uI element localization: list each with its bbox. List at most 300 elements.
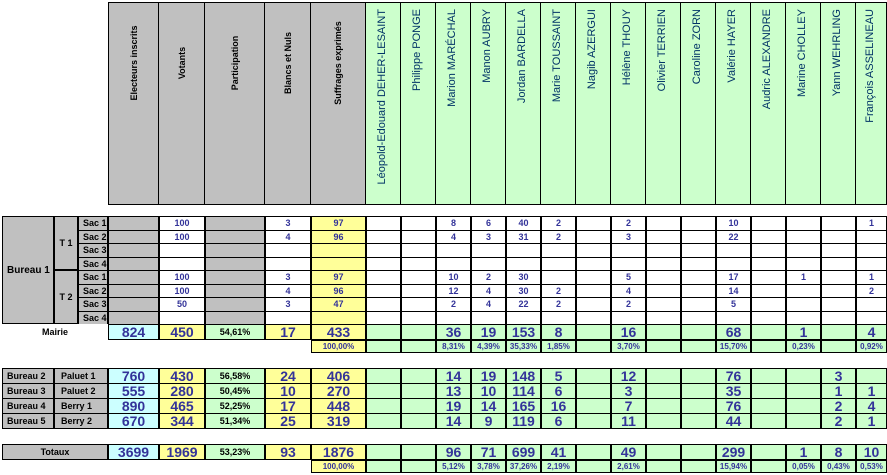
totaux-vote[interactable]: 41 — [541, 444, 576, 460]
vote-cell[interactable] — [786, 230, 821, 245]
total-exprimes[interactable]: 433 — [311, 324, 366, 340]
sac-label[interactable]: Sac 1 — [78, 216, 108, 231]
vote-cell[interactable] — [821, 257, 856, 272]
vote-total[interactable]: 19 — [471, 324, 506, 340]
vote-cell[interactable]: 6 — [541, 383, 576, 399]
vote-cell[interactable] — [681, 257, 716, 272]
vote-cell[interactable] — [436, 257, 471, 272]
vote-cell[interactable]: 2 — [611, 216, 646, 231]
vote-cell[interactable]: 22 — [506, 297, 541, 312]
vote-cell[interactable] — [646, 368, 681, 384]
vote-total[interactable] — [646, 324, 681, 340]
vote-cell[interactable] — [821, 243, 856, 258]
vote-cell[interactable] — [366, 297, 401, 312]
totaux-vote-pct[interactable] — [751, 460, 786, 473]
vote-cell[interactable] — [681, 270, 716, 285]
totaux-vote-pct[interactable]: 0,53% — [856, 460, 887, 473]
vote-pct[interactable] — [401, 340, 436, 353]
vote-cell[interactable] — [366, 398, 401, 414]
stat-participation[interactable] — [205, 230, 265, 245]
stat-exprimes[interactable]: 406 — [311, 368, 366, 384]
vote-cell[interactable] — [401, 243, 436, 258]
vote-cell[interactable] — [786, 383, 821, 399]
vote-cell[interactable] — [541, 243, 576, 258]
vote-cell[interactable] — [576, 413, 611, 429]
vote-cell[interactable] — [576, 216, 611, 231]
vote-pct[interactable]: 0,92% — [856, 340, 887, 353]
vote-cell[interactable] — [576, 270, 611, 285]
stat-inscrits[interactable] — [108, 243, 159, 258]
vote-cell[interactable] — [646, 243, 681, 258]
stat-votants[interactable]: 430 — [159, 368, 205, 384]
vote-total[interactable]: 68 — [716, 324, 751, 340]
vote-cell[interactable] — [681, 243, 716, 258]
vote-cell[interactable]: 6 — [471, 216, 506, 231]
vote-cell[interactable] — [471, 243, 506, 258]
vote-cell[interactable] — [576, 257, 611, 272]
sac-label[interactable]: Sac 4 — [78, 311, 108, 326]
vote-cell[interactable]: 2 — [436, 297, 471, 312]
vote-cell[interactable]: 12 — [611, 368, 646, 384]
vote-cell[interactable] — [786, 368, 821, 384]
stat-inscrits[interactable] — [108, 230, 159, 245]
stat-exprimes[interactable] — [311, 257, 366, 272]
vote-cell[interactable] — [401, 398, 436, 414]
vote-cell[interactable] — [681, 216, 716, 231]
vote-cell[interactable] — [821, 270, 856, 285]
tour-1-label[interactable]: T 1 — [54, 216, 78, 270]
vote-cell[interactable]: 3 — [821, 368, 856, 384]
stat-participation[interactable]: 51,34% — [205, 413, 265, 429]
totaux-vote-pct[interactable]: 15,94% — [716, 460, 751, 473]
sac-label[interactable]: Sac 2 — [78, 284, 108, 299]
vote-cell[interactable] — [646, 413, 681, 429]
total-votants[interactable]: 450 — [159, 324, 205, 340]
stat-blancs-nuls[interactable]: 4 — [265, 284, 311, 299]
totaux-pct-exprimes[interactable]: 100,00% — [311, 460, 366, 473]
totaux-vote[interactable] — [401, 444, 436, 460]
stat-inscrits[interactable] — [108, 216, 159, 231]
totaux-vote[interactable]: 8 — [821, 444, 856, 460]
totaux-vote[interactable] — [646, 444, 681, 460]
vote-cell[interactable]: 2 — [541, 216, 576, 231]
pct-exprimes[interactable]: 100,00% — [311, 340, 366, 353]
header-participation[interactable] — [205, 2, 265, 205]
vote-cell[interactable] — [646, 216, 681, 231]
stat-votants[interactable]: 100 — [159, 284, 205, 299]
stat-inscrits[interactable] — [108, 257, 159, 272]
vote-cell[interactable] — [821, 284, 856, 299]
vote-cell[interactable] — [366, 368, 401, 384]
vote-pct[interactable]: 1,85% — [541, 340, 576, 353]
vote-cell[interactable]: 10 — [471, 383, 506, 399]
vote-total[interactable]: 4 — [856, 324, 887, 340]
vote-cell[interactable] — [681, 383, 716, 399]
vote-cell[interactable]: 8 — [436, 216, 471, 231]
totaux-vote-pct[interactable]: 5,12% — [436, 460, 471, 473]
header-exprimes[interactable] — [311, 2, 366, 205]
vote-cell[interactable]: 2 — [611, 297, 646, 312]
totaux-label[interactable]: Totaux — [2, 444, 108, 460]
vote-cell[interactable] — [576, 311, 611, 326]
header-candidate[interactable] — [401, 2, 436, 205]
lieu-label[interactable]: Berry 2 — [54, 413, 108, 429]
bureau-label[interactable]: Bureau 4 — [2, 398, 54, 414]
vote-cell[interactable]: 2 — [856, 284, 887, 299]
stat-blancs-nuls[interactable] — [265, 257, 311, 272]
stat-participation[interactable] — [205, 243, 265, 258]
header-candidate[interactable] — [541, 2, 576, 205]
vote-cell[interactable]: 40 — [506, 216, 541, 231]
vote-cell[interactable]: 1 — [821, 383, 856, 399]
totaux-vote[interactable] — [576, 444, 611, 460]
vote-cell[interactable] — [751, 413, 786, 429]
header-blancs-nuls[interactable] — [265, 2, 311, 205]
lieu-label[interactable]: Berry 1 — [54, 398, 108, 414]
vote-cell[interactable]: 14 — [471, 398, 506, 414]
vote-cell[interactable] — [401, 383, 436, 399]
vote-cell[interactable] — [856, 257, 887, 272]
totaux-vote-pct[interactable] — [401, 460, 436, 473]
vote-total[interactable]: 153 — [506, 324, 541, 340]
vote-cell[interactable]: 3 — [611, 383, 646, 399]
totaux-vote[interactable] — [751, 444, 786, 460]
vote-cell[interactable] — [401, 311, 436, 326]
vote-total[interactable]: 8 — [541, 324, 576, 340]
vote-cell[interactable] — [751, 216, 786, 231]
header-candidate[interactable] — [716, 2, 751, 205]
vote-pct[interactable] — [821, 340, 856, 353]
vote-cell[interactable] — [471, 257, 506, 272]
header-candidate[interactable] — [471, 2, 506, 205]
vote-cell[interactable] — [541, 311, 576, 326]
vote-cell[interactable] — [401, 368, 436, 384]
vote-cell[interactable] — [576, 398, 611, 414]
vote-cell[interactable]: 76 — [716, 368, 751, 384]
stat-participation[interactable] — [205, 216, 265, 231]
sac-label[interactable]: Sac 2 — [78, 230, 108, 245]
vote-cell[interactable] — [646, 284, 681, 299]
vote-cell[interactable]: 12 — [436, 284, 471, 299]
vote-pct[interactable] — [646, 340, 681, 353]
vote-cell[interactable] — [786, 398, 821, 414]
vote-cell[interactable] — [576, 383, 611, 399]
header-inscrits[interactable] — [108, 2, 159, 205]
vote-cell[interactable] — [366, 243, 401, 258]
lieu-label[interactable]: Paluet 2 — [54, 383, 108, 399]
bureau-label[interactable]: Bureau 2 — [2, 368, 54, 384]
stat-participation[interactable]: 52,25% — [205, 398, 265, 414]
totaux-vote[interactable]: 49 — [611, 444, 646, 460]
vote-cell[interactable]: 4 — [436, 230, 471, 245]
vote-cell[interactable] — [541, 270, 576, 285]
vote-pct[interactable]: 0,23% — [786, 340, 821, 353]
totaux-vote-pct[interactable]: 3,78% — [471, 460, 506, 473]
stat-inscrits[interactable] — [108, 270, 159, 285]
vote-cell[interactable] — [681, 398, 716, 414]
vote-cell[interactable] — [506, 311, 541, 326]
stat-blancs-nuls[interactable]: 17 — [265, 398, 311, 414]
vote-cell[interactable]: 22 — [716, 230, 751, 245]
header-candidate[interactable] — [646, 2, 681, 205]
vote-cell[interactable] — [366, 383, 401, 399]
vote-cell[interactable] — [821, 297, 856, 312]
vote-cell[interactable] — [576, 243, 611, 258]
vote-cell[interactable] — [401, 297, 436, 312]
totaux-vote[interactable]: 96 — [436, 444, 471, 460]
header-candidate[interactable] — [751, 2, 786, 205]
vote-cell[interactable] — [786, 243, 821, 258]
stat-votants[interactable]: 100 — [159, 270, 205, 285]
vote-cell[interactable]: 2 — [541, 230, 576, 245]
vote-cell[interactable] — [646, 257, 681, 272]
vote-cell[interactable] — [576, 284, 611, 299]
vote-cell[interactable]: 1 — [786, 270, 821, 285]
stat-exprimes[interactable]: 319 — [311, 413, 366, 429]
vote-cell[interactable] — [646, 297, 681, 312]
vote-pct[interactable] — [366, 340, 401, 353]
vote-cell[interactable] — [786, 413, 821, 429]
stat-exprimes[interactable]: 97 — [311, 270, 366, 285]
vote-cell[interactable]: 10 — [716, 216, 751, 231]
stat-exprimes[interactable]: 448 — [311, 398, 366, 414]
vote-cell[interactable]: 6 — [541, 413, 576, 429]
stat-participation[interactable] — [205, 311, 265, 326]
vote-cell[interactable]: 3 — [471, 230, 506, 245]
vote-cell[interactable] — [681, 413, 716, 429]
vote-cell[interactable]: 4 — [856, 398, 887, 414]
stat-votants[interactable] — [159, 311, 205, 326]
vote-cell[interactable] — [751, 243, 786, 258]
vote-cell[interactable]: 35 — [716, 383, 751, 399]
total-participation[interactable]: 54,61% — [205, 324, 265, 340]
vote-cell[interactable] — [646, 311, 681, 326]
stat-votants[interactable]: 100 — [159, 230, 205, 245]
totaux-vote[interactable]: 299 — [716, 444, 751, 460]
vote-cell[interactable]: 19 — [471, 368, 506, 384]
stat-votants[interactable] — [159, 243, 205, 258]
stat-blancs-nuls[interactable]: 3 — [265, 270, 311, 285]
header-candidate[interactable] — [786, 2, 821, 205]
vote-cell[interactable]: 4 — [471, 284, 506, 299]
vote-total[interactable] — [576, 324, 611, 340]
vote-cell[interactable] — [716, 257, 751, 272]
vote-cell[interactable] — [366, 257, 401, 272]
vote-cell[interactable]: 13 — [436, 383, 471, 399]
vote-cell[interactable] — [366, 413, 401, 429]
header-candidate[interactable] — [436, 2, 471, 205]
vote-cell[interactable] — [821, 311, 856, 326]
stat-votants[interactable]: 465 — [159, 398, 205, 414]
vote-cell[interactable]: 5 — [716, 297, 751, 312]
totaux-vote[interactable] — [681, 444, 716, 460]
vote-cell[interactable] — [506, 257, 541, 272]
stat-blancs-nuls[interactable]: 25 — [265, 413, 311, 429]
bureau-1-label[interactable]: Bureau 1 — [2, 216, 54, 324]
stat-participation[interactable] — [205, 257, 265, 272]
vote-cell[interactable] — [401, 270, 436, 285]
vote-cell[interactable] — [541, 257, 576, 272]
vote-cell[interactable]: 30 — [506, 284, 541, 299]
vote-cell[interactable] — [681, 230, 716, 245]
stat-inscrits[interactable]: 555 — [108, 383, 159, 399]
totaux-vote[interactable]: 10 — [856, 444, 887, 460]
totaux-vote-pct[interactable] — [646, 460, 681, 473]
vote-cell[interactable] — [856, 243, 887, 258]
vote-cell[interactable] — [611, 243, 646, 258]
vote-pct[interactable] — [681, 340, 716, 353]
vote-cell[interactable] — [751, 230, 786, 245]
vote-cell[interactable] — [506, 243, 541, 258]
vote-cell[interactable] — [401, 257, 436, 272]
header-candidate[interactable] — [506, 2, 541, 205]
stat-inscrits[interactable] — [108, 297, 159, 312]
vote-total[interactable]: 16 — [611, 324, 646, 340]
stat-exprimes[interactable] — [311, 243, 366, 258]
stat-participation[interactable] — [205, 284, 265, 299]
vote-cell[interactable]: 14 — [436, 413, 471, 429]
vote-cell[interactable]: 2 — [471, 270, 506, 285]
header-candidate[interactable] — [366, 2, 401, 205]
vote-cell[interactable] — [646, 398, 681, 414]
totaux-votants[interactable]: 1969 — [159, 444, 205, 460]
vote-cell[interactable] — [646, 383, 681, 399]
vote-cell[interactable]: 5 — [541, 368, 576, 384]
vote-cell[interactable]: 119 — [506, 413, 541, 429]
vote-cell[interactable] — [716, 311, 751, 326]
vote-cell[interactable]: 31 — [506, 230, 541, 245]
vote-cell[interactable] — [751, 257, 786, 272]
stat-blancs-nuls[interactable]: 24 — [265, 368, 311, 384]
header-candidate[interactable] — [821, 2, 856, 205]
vote-cell[interactable]: 3 — [611, 230, 646, 245]
vote-cell[interactable] — [681, 311, 716, 326]
vote-cell[interactable] — [821, 216, 856, 231]
stat-inscrits[interactable] — [108, 311, 159, 326]
vote-cell[interactable]: 4 — [611, 284, 646, 299]
vote-cell[interactable] — [436, 243, 471, 258]
total-blancs-nuls[interactable]: 17 — [265, 324, 311, 340]
vote-cell[interactable] — [856, 311, 887, 326]
vote-cell[interactable] — [786, 311, 821, 326]
header-votants[interactable] — [159, 2, 205, 205]
totaux-vote[interactable] — [366, 444, 401, 460]
vote-total[interactable]: 1 — [786, 324, 821, 340]
vote-cell[interactable]: 1 — [856, 383, 887, 399]
vote-cell[interactable]: 10 — [436, 270, 471, 285]
vote-cell[interactable]: 148 — [506, 368, 541, 384]
vote-cell[interactable] — [366, 230, 401, 245]
vote-cell[interactable] — [681, 297, 716, 312]
totaux-vote-pct[interactable] — [366, 460, 401, 473]
vote-cell[interactable]: 17 — [716, 270, 751, 285]
stat-blancs-nuls[interactable]: 3 — [265, 297, 311, 312]
vote-cell[interactable] — [856, 368, 887, 384]
vote-pct[interactable]: 8,31% — [436, 340, 471, 353]
stat-blancs-nuls[interactable] — [265, 311, 311, 326]
totaux-blancs-nuls[interactable]: 93 — [265, 444, 311, 460]
vote-cell[interactable] — [751, 270, 786, 285]
vote-cell[interactable] — [401, 216, 436, 231]
totaux-vote[interactable]: 699 — [506, 444, 541, 460]
stat-votants[interactable]: 50 — [159, 297, 205, 312]
vote-cell[interactable] — [751, 284, 786, 299]
totaux-participation[interactable]: 53,23% — [205, 444, 265, 460]
stat-exprimes[interactable] — [311, 311, 366, 326]
vote-cell[interactable] — [681, 368, 716, 384]
vote-cell[interactable] — [786, 216, 821, 231]
totaux-vote-pct[interactable]: 37,26% — [506, 460, 541, 473]
totaux-vote-pct[interactable]: 2,19% — [541, 460, 576, 473]
vote-cell[interactable] — [401, 230, 436, 245]
vote-cell[interactable] — [821, 230, 856, 245]
vote-cell[interactable]: 1 — [856, 413, 887, 429]
header-candidate[interactable] — [856, 2, 887, 205]
vote-total[interactable] — [681, 324, 716, 340]
totaux-vote-pct[interactable]: 0,43% — [821, 460, 856, 473]
stat-participation[interactable]: 56,58% — [205, 368, 265, 384]
stat-votants[interactable] — [159, 257, 205, 272]
vote-cell[interactable]: 4 — [471, 297, 506, 312]
sac-label[interactable]: Sac 1 — [78, 270, 108, 285]
vote-cell[interactable]: 1 — [856, 216, 887, 231]
vote-cell[interactable] — [856, 230, 887, 245]
tour-2-label[interactable]: T 2 — [54, 270, 78, 324]
vote-cell[interactable]: 11 — [611, 413, 646, 429]
vote-pct[interactable] — [576, 340, 611, 353]
vote-cell[interactable] — [681, 284, 716, 299]
sac-label[interactable]: Sac 3 — [78, 297, 108, 312]
stat-exprimes[interactable]: 97 — [311, 216, 366, 231]
vote-pct[interactable]: 4,39% — [471, 340, 506, 353]
total-inscrits[interactable]: 824 — [108, 324, 159, 340]
header-candidate[interactable] — [681, 2, 716, 205]
header-candidate[interactable] — [611, 2, 646, 205]
vote-cell[interactable] — [576, 297, 611, 312]
vote-cell[interactable]: 9 — [471, 413, 506, 429]
vote-pct[interactable] — [751, 340, 786, 353]
vote-cell[interactable]: 19 — [436, 398, 471, 414]
vote-pct[interactable]: 35,33% — [506, 340, 541, 353]
stat-inscrits[interactable]: 670 — [108, 413, 159, 429]
vote-pct[interactable]: 15,70% — [716, 340, 751, 353]
vote-cell[interactable] — [611, 257, 646, 272]
vote-cell[interactable]: 14 — [716, 284, 751, 299]
vote-cell[interactable] — [611, 311, 646, 326]
stat-inscrits[interactable] — [108, 284, 159, 299]
vote-total[interactable] — [401, 324, 436, 340]
vote-cell[interactable] — [751, 311, 786, 326]
stat-participation[interactable] — [205, 270, 265, 285]
vote-cell[interactable] — [751, 297, 786, 312]
vote-cell[interactable] — [646, 270, 681, 285]
vote-cell[interactable]: 165 — [506, 398, 541, 414]
vote-cell[interactable]: 2 — [821, 398, 856, 414]
vote-cell[interactable]: 114 — [506, 383, 541, 399]
vote-cell[interactable] — [471, 311, 506, 326]
vote-cell[interactable]: 7 — [611, 398, 646, 414]
vote-cell[interactable] — [751, 398, 786, 414]
stat-blancs-nuls[interactable] — [265, 243, 311, 258]
header-candidate[interactable] — [576, 2, 611, 205]
vote-pct[interactable]: 3,70% — [611, 340, 646, 353]
vote-cell[interactable]: 2 — [821, 413, 856, 429]
bureau-label[interactable]: Bureau 5 — [2, 413, 54, 429]
stat-votants[interactable]: 280 — [159, 383, 205, 399]
vote-cell[interactable] — [786, 297, 821, 312]
vote-cell[interactable]: 1 — [856, 270, 887, 285]
stat-exprimes[interactable]: 96 — [311, 284, 366, 299]
